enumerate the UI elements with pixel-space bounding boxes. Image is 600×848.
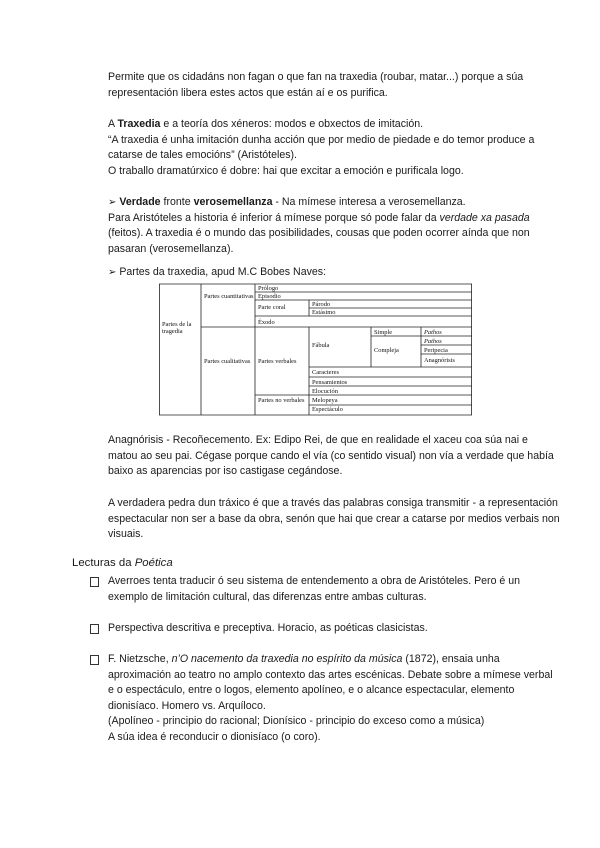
cell-caracteres: Caracteres — [312, 369, 339, 376]
cell-melopeya: Melopeya — [312, 397, 338, 404]
cell-pathos: Pathos — [424, 338, 442, 345]
list-item-text: (Apolíneo - principio do racional; Dionísico - principio do exceso como a música) — [108, 715, 485, 728]
text: (feitos). A traxedia é o mundo das posibilidades, cousas que poden ocorrer aínda que non pasaran (verosemellanza). — [108, 227, 530, 255]
text: e a teoría dos xéneros: modos e obxectos de imitación. — [160, 118, 424, 130]
text: Para Aristóteles a historia é inferior á mímese porque só pode falar da — [108, 211, 440, 224]
paragraph-traxedia — [108, 117, 560, 179]
cell-episodio: Episodio — [258, 293, 281, 300]
cell-compleja: Compleja — [374, 347, 399, 354]
cell-no-verbales: Partes no verbales — [258, 397, 305, 404]
cell-verbales: Partes verbales — [258, 358, 297, 365]
text: (1872), ensaia unha aproximación ao teatro no amplo contexto das artes escénicas. Debate sobre a mímese verbal e o espectáculo, entre o logos, elemento apolíneo, e o alcance espectacular, elemento dionisíaco. Homero vs. Arquíloco. — [108, 653, 553, 712]
paragraph-anagnorisis — [108, 433, 560, 480]
cell-prologo: Prólogo — [258, 285, 279, 292]
tragedy-parts-table — [159, 283, 472, 416]
quote-aristoteles: “A traxedia é unha imitación dunha acción que por medio de piedade e do temor produce a catarse de tales emocións” (Aristóteles). — [108, 133, 535, 162]
text: O traballo dramatúrxico é dobre: hai que excitar a emoción e purificala logo. — [108, 164, 464, 177]
heading-text: Lecturas da — [72, 557, 135, 569]
section-heading-lecturas — [72, 557, 173, 569]
italic-term: verdade xa pasada — [439, 211, 530, 224]
arrow-bullet-icon: ➢ — [108, 267, 117, 278]
text: - Na mímese interesa a verosemellanza. — [272, 196, 466, 208]
text: A — [108, 118, 118, 130]
paragraph-verdade-verosemellanza — [108, 195, 560, 257]
cell-fabula: Fábula — [312, 342, 330, 349]
paragraph-text: A verdadera pedra dun tráxico é que a través das palabras consiga transmitir - a representación espectacular non ser a base da obra, senón que hai que crear a catarse por medios verbais non visuais. — [108, 497, 560, 541]
bold-term: Verdade — [119, 196, 161, 208]
cell-cualitativas: Partes cualitativas — [204, 358, 251, 365]
bold-term: verosemellanza — [193, 196, 273, 208]
paragraph-partes-traxedia — [108, 265, 560, 281]
checkbox-bullet-icon — [90, 624, 99, 634]
cell-estasimo: Estásimo — [312, 309, 336, 316]
cell-anagnorisis: Anagnórisis — [424, 357, 455, 364]
paragraph-text: Anagnórisis - Recoñecemento. Ex: Edipo Rei, de que en realidade el xaceu coa súa nai e matou ao seu pai. Cégase porque cando el vía (co sentido visual) non vía a verdade que había baixo as aparencias por iso castigase cegándose. — [108, 434, 554, 478]
cell-pensamientos: Pensamientos — [312, 379, 348, 386]
text: F. Nietzsche, — [108, 653, 172, 665]
cell-cuantitativas: Partes cuantitativas — [204, 293, 254, 300]
checkbox-bullet-icon — [90, 577, 99, 587]
cell-elocucion: Elocución — [312, 388, 338, 395]
paragraph-text: Permite que os cidadáns non fagan o que fan na traxedia (roubar, matar...) porque a súa representación libera estes actos que están aí e os purifica. — [108, 71, 524, 99]
cell-exodo: Éxodo — [258, 319, 275, 326]
paragraph-verdadera-pedra — [108, 496, 560, 543]
cell-parodo: Párodo — [312, 301, 331, 308]
cell-peripecia: Peripecia — [424, 347, 448, 354]
list-item-text: Averroes tenta traducir ó seu sistema de entendemento a obra de Aristóteles. Pero é un exemplo de limitación cultural, das diferenzas entre ambas culturas. — [108, 575, 521, 603]
list-item-text: A súa idea é reconducir o dionisíaco (o coro). — [108, 730, 321, 743]
heading-italic: Poética — [134, 557, 173, 569]
checkbox-bullet-icon — [90, 655, 99, 665]
cell-partes-tragedia: Partes de la tragedia — [162, 321, 192, 336]
cell-parte-coral: Parte coral — [258, 304, 286, 311]
bold-term: Traxedia — [117, 118, 161, 130]
paragraph-catharsis-intro — [108, 70, 560, 101]
list-item-text: Perspectiva descritiva e preceptiva. Horacio, as poéticas clasicistas. — [108, 622, 428, 634]
cell-espectaculo: Espectáculo — [312, 406, 343, 413]
italic-title: n’O nacemento da traxedia no espírito da música — [171, 653, 403, 665]
text: fronte — [160, 196, 194, 208]
cell-pathos: Pathos — [424, 329, 442, 336]
arrow-bullet-icon: ➢ — [108, 197, 117, 208]
text: Partes da traxedia, apud M.C Bobes Naves: — [116, 266, 327, 278]
cell-simple: Simple — [374, 329, 393, 336]
